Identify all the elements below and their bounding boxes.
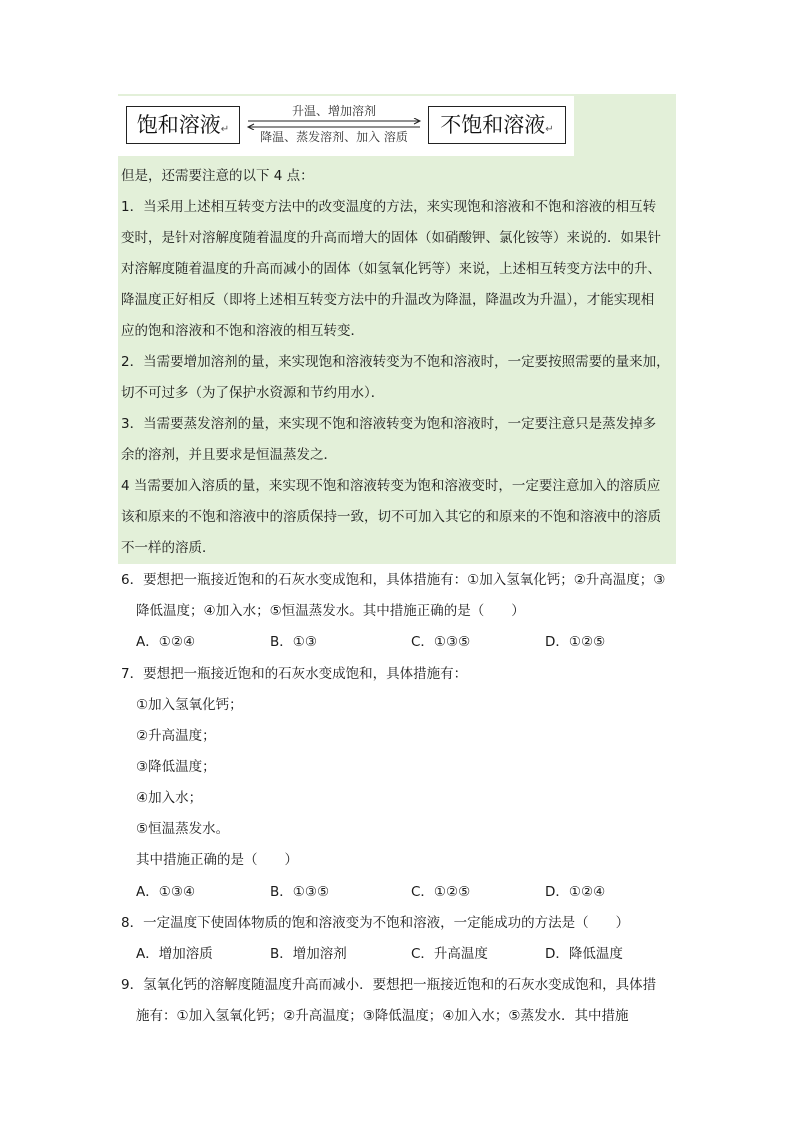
unsaturated-solution-label: 不饱和溶液 bbox=[440, 113, 546, 137]
choice-b[interactable]: B．①③ bbox=[270, 634, 317, 650]
choice-a[interactable]: A．①③④ bbox=[136, 884, 196, 900]
question-9-stem: 9．氢氧化钙的溶解度随温度升高而减小．要想把一瓶接近饱和的石灰水变成饱和，具体措 bbox=[121, 977, 657, 993]
question-7-item: ⑤恒温蒸发水。 bbox=[136, 821, 230, 837]
unsaturated-solution-box bbox=[428, 106, 566, 144]
note-p3-line: 3．当需要蒸发溶剂的量，来实现不饱和溶液转变为饱和溶液时，一定要注意只是蒸发掉多 bbox=[121, 416, 657, 432]
forward-conditions-label: 升温、增加溶剂 bbox=[291, 104, 376, 118]
note-p1-line: 对溶解度随着温度的升高而减小的固体（如氢氧化钙等）来说，上述相互转变方法中的升、 bbox=[121, 261, 661, 277]
question-7-item: ③降低温度； bbox=[136, 759, 216, 775]
choice-d[interactable]: D．①②④ bbox=[545, 884, 606, 900]
choice-d[interactable]: D．①②⑤ bbox=[545, 634, 606, 650]
choice-b[interactable]: B．①③⑤ bbox=[270, 884, 330, 900]
saturated-solution-box bbox=[126, 106, 240, 144]
choice-d[interactable]: D．降低温度 bbox=[545, 946, 623, 962]
note-p4-line: 不一样的溶质． bbox=[121, 540, 216, 556]
note-p4-line: 4 当需要加入溶质的量，来实现不饱和溶液转变为饱和溶液变时，一定要注意加入的溶质应 bbox=[121, 478, 661, 494]
reverse-conditions-label: 降温、蒸发溶剂、加入 溶质 bbox=[260, 130, 408, 144]
note-p1-line: 1．当采用上述相互转变方法中的改变温度的方法，来实现饱和溶液和不饱和溶液的相互转 bbox=[121, 199, 657, 215]
choice-a[interactable]: A．增加溶质 bbox=[136, 946, 213, 962]
choice-c[interactable]: C．升高温度 bbox=[411, 946, 488, 962]
question-7-stem: 7．要想把一瓶接近饱和的石灰水变成饱和，具体措施有： bbox=[121, 666, 468, 682]
question-7-item: ①加入氢氧化钙； bbox=[136, 697, 243, 713]
question-6-stem: 降低温度；④加入水；⑤恒温蒸发水。其中措施正确的是（ ） bbox=[136, 603, 525, 619]
note-p4-line: 该和原来的不饱和溶液中的溶质保持一致，切不可加入其它的和原来的不饱和溶液中的溶质 bbox=[121, 509, 661, 525]
paragraph-mark: ↵ bbox=[545, 124, 554, 135]
question-7-item: ④加入水； bbox=[136, 790, 203, 806]
question-9-stem: 施有：①加入氢氧化钙；②升高温度；③降低温度；④加入水；⑤蒸发水．其中措施 bbox=[136, 1008, 629, 1024]
choice-a[interactable]: A．①②④ bbox=[136, 634, 196, 650]
question-6-stem: 6．要想把一瓶接近饱和的石灰水变成饱和，具体措施有：①加入氢氧化钙；②升高温度；③ bbox=[121, 572, 666, 588]
question-7-ask: 其中措施正确的是（ ） bbox=[136, 852, 298, 868]
choice-b[interactable]: B．增加溶剂 bbox=[270, 946, 347, 962]
saturated-solution-label: 饱和溶液 bbox=[136, 113, 221, 137]
question-8-stem: 8．一定温度下使固体物质的饱和溶液变为不饱和溶液，一定能成功的方法是（ ） bbox=[121, 915, 630, 931]
paragraph-mark: ↵ bbox=[220, 124, 230, 135]
choice-c[interactable]: C．①②⑤ bbox=[411, 884, 471, 900]
note-p2-line: 2．当需要增加溶剂的量，来实现饱和溶液转变为不饱和溶液时，一定要按照需要的量来加， bbox=[121, 354, 670, 370]
note-p1-line: 变时，是针对溶解度随着温度的升高而增大的固体（如硝酸钾、氯化铵等）来说的．如果针 bbox=[121, 230, 661, 246]
note-intro: 但是，还需要注意的以下 4 点： bbox=[121, 168, 314, 184]
choice-c[interactable]: C．①③⑤ bbox=[411, 634, 471, 650]
note-p3-line: 余的溶剂，并且要求是恒温蒸发之． bbox=[121, 447, 337, 463]
note-p1-line: 应的饱和溶液和不饱和溶液的相互转变． bbox=[121, 323, 364, 339]
question-7-item: ②升高温度； bbox=[136, 728, 216, 744]
note-p1-line: 降温度正好相反（即将上述相互转变方法中的升温改为降温，降温改为升温），才能实现相 bbox=[121, 292, 655, 308]
note-p2-line: 切不可过多（为了保护水资源和节约用水）． bbox=[121, 385, 385, 401]
conversion-diagram bbox=[118, 96, 574, 156]
